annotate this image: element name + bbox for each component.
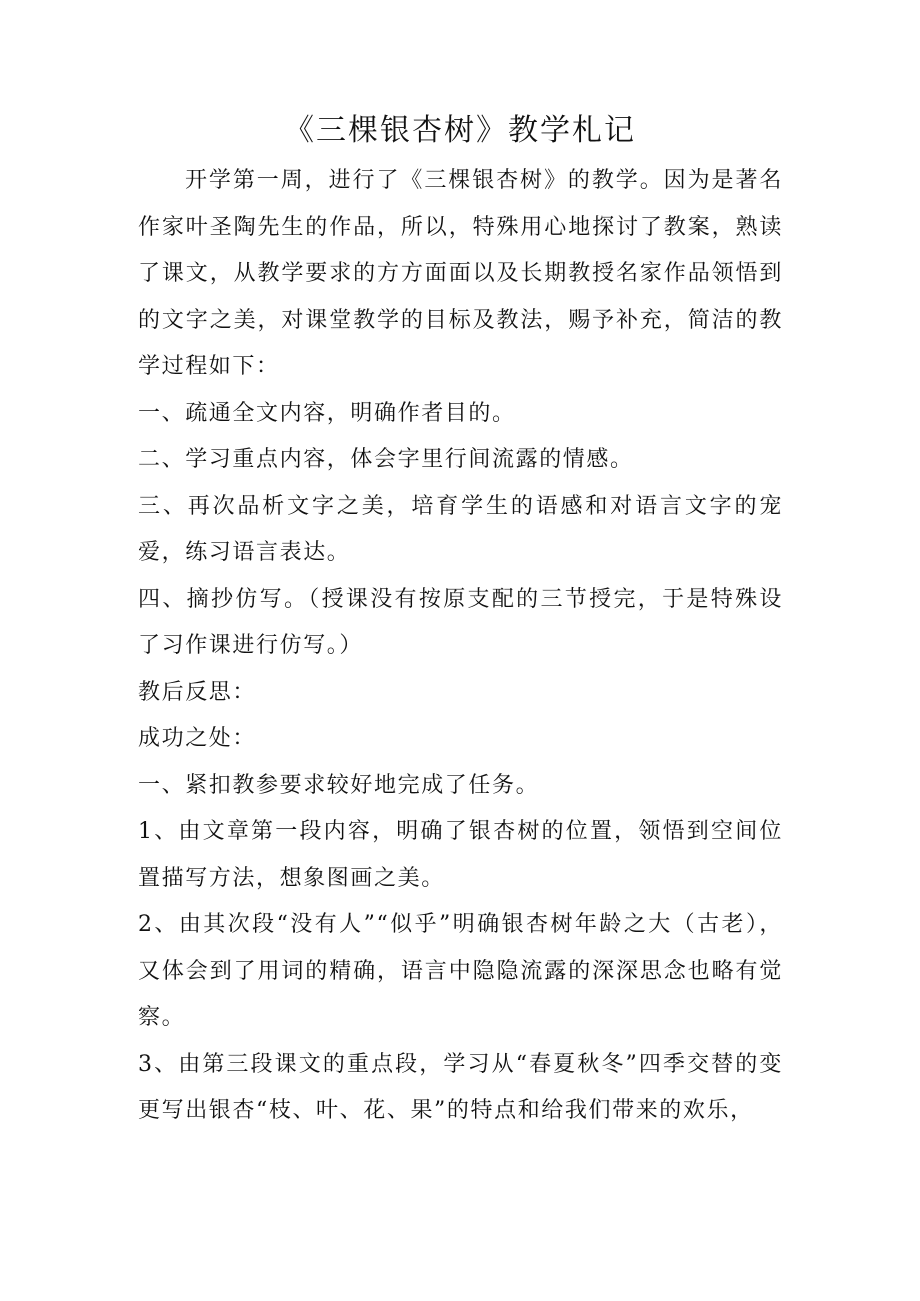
success-item-2: 2、由其次段“没有人”“似乎”明确银杏树年龄之大（古老），又体会到了用词的精确，语言中隐隐流露的深深思念也略有觉察。 xyxy=(138,912,783,1030)
document-title: 《三棵银杏树》教学札记 xyxy=(284,113,636,148)
reflection-heading: 教后反思： xyxy=(138,679,257,705)
step-item-3: 三、再次品析文字之美，培育学生的语感和对语言文字的宠爱，练习语言表达。 xyxy=(138,493,783,565)
success-heading: 成功之处： xyxy=(138,726,257,751)
success-item-1: 1、由文章第一段内容，明确了银杏树的位置，领悟到空间位置描写方法，想象图画之美。 xyxy=(138,819,783,891)
document-body xyxy=(138,158,783,1135)
step-item-2: 二、学习重点内容，体会字里行间流露的情感。 xyxy=(138,447,634,472)
step-item-1: 一、疏通全文内容，明确作者目的。 xyxy=(138,400,516,426)
step-item-4: 四、摘抄仿写。（授课没有按原支配的三节授完，于是特殊设了习作课进行仿写。） xyxy=(138,586,783,658)
success-item-3: 3、由第三段课文的重点段，学习从“春夏秋冬”四季交替的变更写出银杏“枝、叶、花、果”的特点和给我们带来的欢乐， xyxy=(138,1051,783,1123)
intro-paragraph: 开学第一周，进行了《三棵银杏树》的教学。因为是著名作家叶圣陶先生的作品，所以，特殊用心地探讨了教案，熟读了课文，从教学要求的方方面面以及长期教授名家作品领悟到的文字之美，对课堂教学的目标及教法，赐予补充，简洁的教学过程如下： xyxy=(138,168,783,379)
success-point-1: 一、紧扣教参要求较好地完成了任务。 xyxy=(138,772,540,798)
